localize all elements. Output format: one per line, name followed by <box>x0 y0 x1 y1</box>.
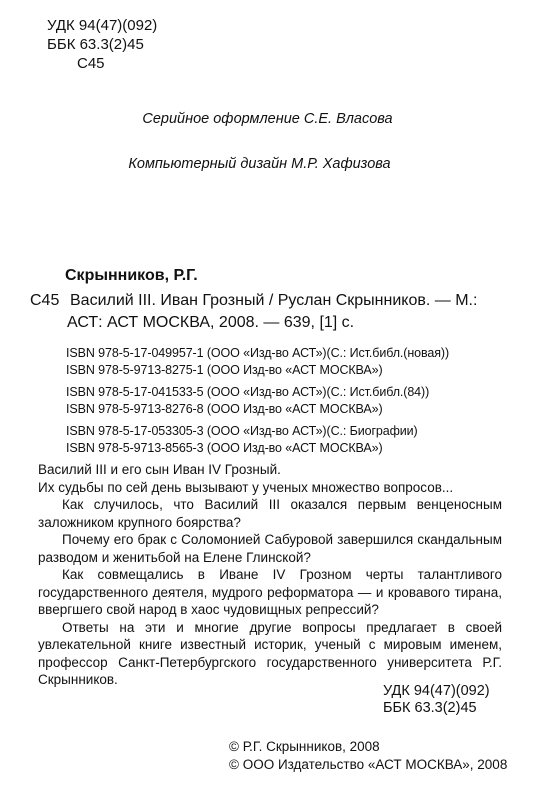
isbn-line: ISBN 978-5-9713-8565-3 (ООО Изд-во «АСТ МОСКВА») <box>66 441 383 455</box>
bbk-code: ББК 63.3(2)45 <box>383 700 477 716</box>
catalog-publisher-line: АСТ: АСТ МОСКВА, 2008. — 639, [1] с. <box>67 314 355 331</box>
isbn-group <box>66 345 449 379</box>
bbk-code: ББК 63.3(2)45 <box>47 36 144 53</box>
annotation-paragraph: Почему его брак с Соломонией Сабуровой завершился скандальным разводом и женитьбой на Елене Глинской? <box>38 532 502 565</box>
annotation <box>38 461 502 689</box>
isbn-line: ISBN 978-5-17-049957-1 (ООО «Изд-во АСТ»)(С.: Ист.библ.(новая)) <box>66 346 450 360</box>
catalog-author: Скрынников, Р.Г. <box>65 267 198 284</box>
isbn-line: ISBN 978-5-9713-8275-1 (ООО Изд-во «АСТ МОСКВА») <box>66 363 383 377</box>
udk-code: УДК 94(47)(092) <box>383 683 490 699</box>
annotation-paragraph: Как случилось, что Василий III оказался первым венценосным заложником крупного боярства? <box>38 497 502 530</box>
annotation-paragraph: Как совмещались в Иване IV Грозном черты талантливого государственного деятеля, мудрого реформатора — и кровавого тирана, ввергшего свой народ в хаос чудовищных репрессий? <box>38 567 502 617</box>
udk-code: УДК 94(47)(092) <box>47 17 158 34</box>
author-mark: С45 <box>77 55 105 72</box>
top-classification-codes <box>47 16 157 73</box>
isbn-line: ISBN 978-5-17-041533-5 (ООО «Изд-во АСТ»)(С.: Ист.библ.(84)) <box>66 385 430 399</box>
bottom-classification-codes <box>383 683 490 717</box>
isbn-line: ISBN 978-5-17-053305-3 (ООО «Изд-во АСТ»)(С.: Биографии) <box>66 424 418 438</box>
publisher-copyright: © ООО Издательство «АСТ МОСКВА», 2008 <box>229 757 508 772</box>
isbn-group <box>66 423 418 457</box>
annotation-paragraph: Их судьбы по сей день вызывают у ученых множество вопросов... <box>38 479 454 495</box>
catalog-entry <box>30 290 477 334</box>
annotation-paragraph: Ответы на эти и многие другие вопросы предлагает в своей увлекательной книге известный историк, ученый с мировым именем, профессор Санкт-Петербургского государственного университета Р.Г. Скрынников. <box>38 619 502 687</box>
isbn-group <box>66 384 429 418</box>
isbn-line: ISBN 978-5-9713-8276-8 (ООО Изд-во «АСТ МОСКВА») <box>66 402 383 416</box>
author-copyright: © Р.Г. Скрынников, 2008 <box>229 739 380 754</box>
computer-design-credit: Компьютерный дизайн М.Р. Хафизова <box>128 156 391 172</box>
annotation-paragraph: Василий III и его сын Иван IV Грозный. <box>38 462 281 477</box>
copyright-notices <box>229 738 507 774</box>
series-design-credit: Серийное оформление С.Е. Власова <box>142 111 393 127</box>
catalog-title-line: Василий III. Иван Грозный / Руслан Скрынников. — М.: <box>70 292 478 309</box>
catalog-index: С45 <box>30 292 60 309</box>
